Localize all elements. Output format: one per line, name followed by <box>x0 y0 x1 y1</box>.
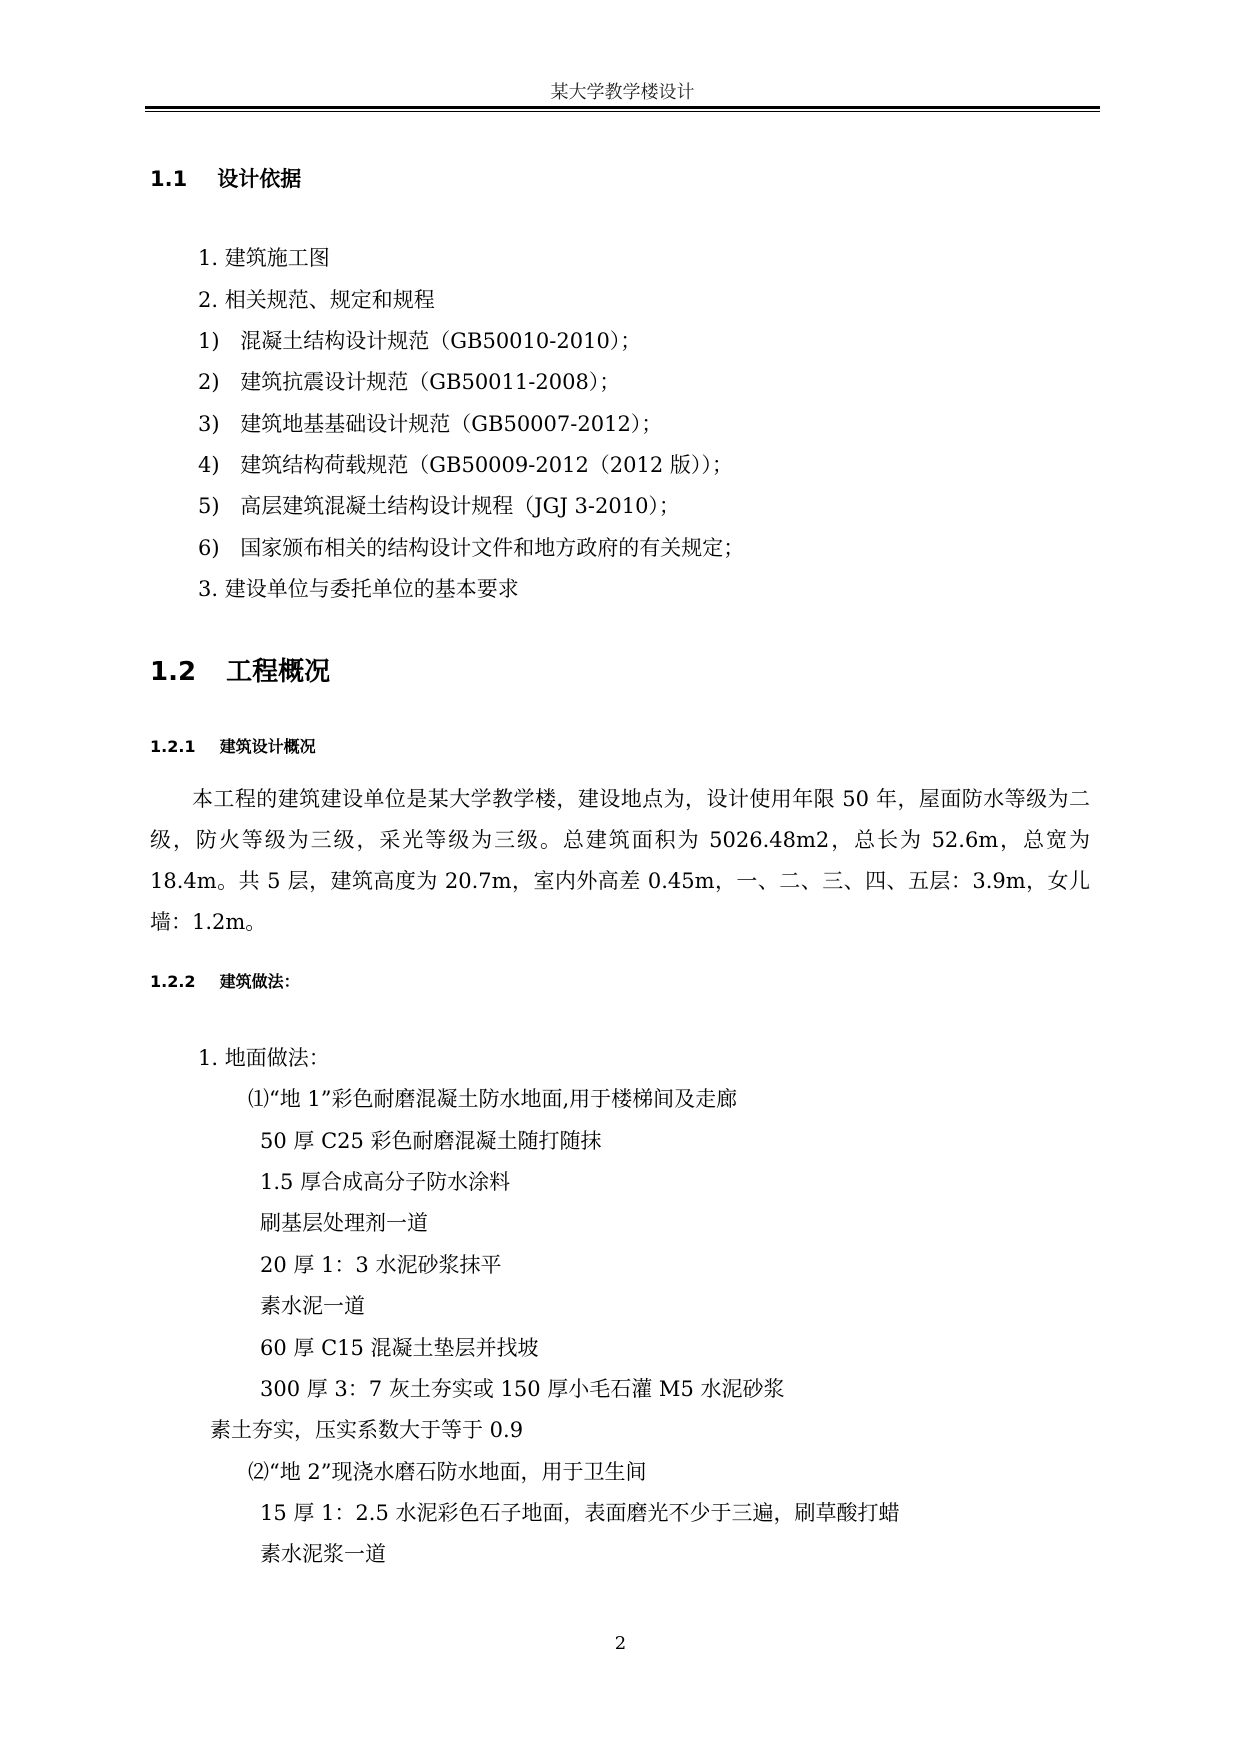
method-line: 60 厚 C15 混凝土垫层并找坡 <box>260 1336 539 1360</box>
method-line: 15 厚 1：2.5 水泥彩色石子地面，表面磨光不少于三遍，刷草酸打蜡 <box>260 1501 900 1525</box>
list-marker: 1) <box>198 329 220 353</box>
list-item <box>198 490 680 520</box>
method-line: 素土夯实，压实系数大于等于 0.9 <box>210 1418 524 1442</box>
method-line: 刷基层处理剂一道 <box>260 1211 428 1235</box>
section-number: 1.2 <box>150 657 197 687</box>
section-heading-1-2 <box>150 651 330 688</box>
section-number: 1.1 <box>150 167 188 191</box>
running-header: 某大学教学楼设计 <box>550 82 695 103</box>
list-text: 国家颁布相关的结构设计文件和地方政府的有关规定； <box>240 536 745 560</box>
list-text: 建筑地基基础设计规范（GB50007-2012）； <box>240 412 663 436</box>
list-text: 建筑施工图 <box>224 246 330 270</box>
subsection-number: 1.2.1 <box>150 737 196 756</box>
method-line: 1. 地面做法： <box>198 1046 330 1070</box>
method-line: 300 厚 3：7 灰土夯实或 150 厚小毛石灌 M5 水泥砂浆 <box>260 1377 785 1401</box>
method-line: 素水泥浆一道 <box>260 1542 386 1566</box>
page-number: 2 <box>614 1633 627 1654</box>
method-line: 50 厚 C25 彩色耐磨混凝土随打随抹 <box>260 1129 602 1153</box>
list-text: 建筑抗震设计规范（GB50011-2008）； <box>240 370 621 394</box>
list-text: 相关规范、规定和规程 <box>224 288 435 312</box>
list-item <box>198 284 435 314</box>
list-marker: 3. <box>198 577 219 601</box>
subsection-heading-1-2-2 <box>150 969 300 992</box>
list-marker: 2) <box>198 370 220 394</box>
list-text: 建设单位与委托单位的基本要求 <box>224 577 519 601</box>
section-title: 工程概况 <box>226 657 331 687</box>
section-title: 设计依据 <box>217 167 302 191</box>
header-rule-thin <box>145 111 1100 112</box>
method-line: 素水泥一道 <box>260 1294 365 1318</box>
list-item <box>198 573 519 603</box>
subsection-title: 建筑设计概况 <box>219 737 316 756</box>
section-heading-1-1 <box>150 163 301 193</box>
list-marker: 5) <box>198 494 220 518</box>
list-marker: 3) <box>198 412 220 436</box>
list-text: 建筑结构荷载规范（GB50009-2012（2012 版））； <box>240 453 733 477</box>
list-marker: 6) <box>198 536 220 560</box>
list-item <box>198 449 733 479</box>
overview-paragraph: 本工程的建筑建设单位是某大学教学楼，建设地点为，设计使用年限 50 年，屋面防水等级为二级，防火等级为三级，采光等级为三级。总建筑面积为 5026.48m2，总长为 52.6m，总宽为 18.4m。共 5 层，建筑高度为 20.7m，室内外高差 0.45m，一、二、三、四、五层：3.9m，女儿墙：1.2m。 <box>150 787 1090 934</box>
method-line: ⑴“地 1”彩色耐磨混凝土防水地面,用于楼梯间及走廊 <box>248 1087 738 1111</box>
subsection-heading-1-2-1 <box>150 734 316 757</box>
list-item <box>198 532 744 562</box>
subsection-number: 1.2.2 <box>150 972 196 991</box>
header-rule-thick <box>145 106 1100 109</box>
list-marker: 4) <box>198 453 220 477</box>
list-marker: 1. <box>198 246 219 270</box>
method-line: 20 厚 1：3 水泥砂浆抹平 <box>260 1253 502 1277</box>
method-line: ⑵“地 2”现浇水磨石防水地面，用于卫生间 <box>248 1460 647 1484</box>
list-text: 高层建筑混凝土结构设计规程（JGJ 3-2010）； <box>240 494 680 518</box>
list-marker: 2. <box>198 288 219 312</box>
list-item <box>198 242 330 272</box>
list-item <box>198 325 641 355</box>
list-item <box>198 366 620 396</box>
method-line: 1.5 厚合成高分子防水涂料 <box>260 1170 511 1194</box>
list-text: 混凝土结构设计规范（GB50010-2010）； <box>240 329 642 353</box>
list-item <box>198 408 662 438</box>
subsection-title: 建筑做法： <box>219 972 300 991</box>
